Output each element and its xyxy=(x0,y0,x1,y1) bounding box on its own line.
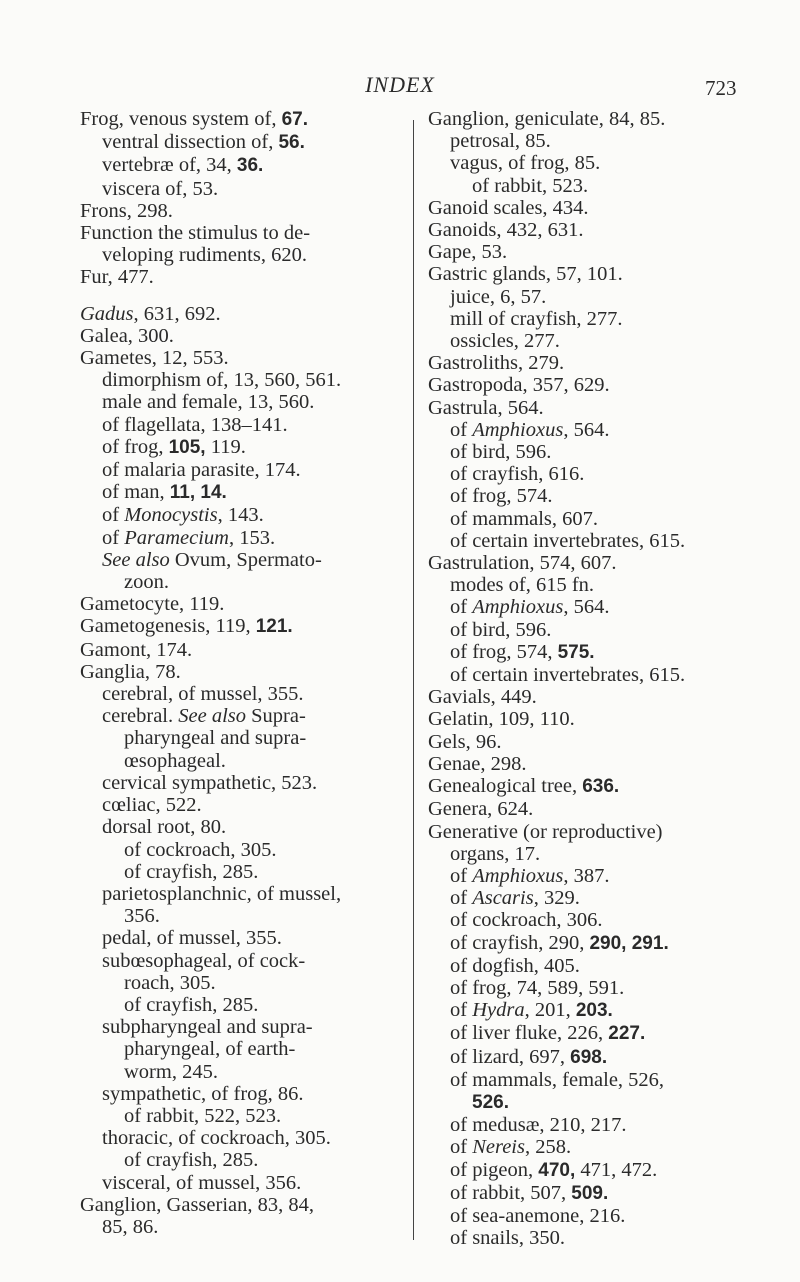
entry-text: Function the stimulus to de- xyxy=(80,222,311,245)
index-entry xyxy=(428,1159,758,1182)
italic-term: Paramecium xyxy=(124,526,229,549)
entry-text: cervical sympathetic, 523. xyxy=(102,771,318,794)
entry-text: cerebral. xyxy=(102,705,179,728)
entry-text: of flagellata, 138–141. xyxy=(102,413,288,436)
entry-text: of lizard, 697, xyxy=(450,1045,571,1068)
entry-text: worm, 245. xyxy=(124,1060,218,1083)
entry-text: Genera, 624. xyxy=(428,798,534,821)
index-entry xyxy=(428,152,758,174)
index-entry xyxy=(428,1046,758,1069)
italic-term: Ascaris xyxy=(472,887,534,910)
entry-text: of bird, 596. xyxy=(450,618,552,641)
entry-text: of rabbit, 522, 523. xyxy=(124,1104,282,1127)
entry-text: of frog, 574. xyxy=(450,485,553,508)
entry-text: of medusæ, 210, 217. xyxy=(450,1114,627,1137)
bold-page-ref: 105, xyxy=(168,436,206,458)
index-entry xyxy=(80,436,400,459)
index-entry xyxy=(428,552,758,574)
entry-text: petrosal, 85. xyxy=(450,130,551,153)
entry-text: of rabbit, 507, xyxy=(450,1181,572,1204)
entry-text: of frog, 574, xyxy=(450,640,558,663)
index-entry xyxy=(428,887,758,909)
bold-page-ref: 11, 14. xyxy=(169,482,227,504)
italic-term: Hydra xyxy=(472,999,525,1022)
index-entry xyxy=(428,1227,758,1249)
index-entry xyxy=(428,574,758,596)
entry-text: pharyngeal, of earth- xyxy=(124,1038,296,1061)
index-entry xyxy=(428,932,758,955)
entry-text: Genae, 298. xyxy=(428,752,527,775)
entry-text: dimorphism of, 13, 560, 561. xyxy=(102,369,342,392)
entry-text: of frog, 74, 589, 591. xyxy=(450,976,625,999)
entry-text: Gastropoda, 357, 629. xyxy=(428,374,610,397)
index-entry xyxy=(428,130,758,152)
index-entry xyxy=(428,441,758,463)
index-entry xyxy=(80,108,400,131)
index-entry xyxy=(428,843,758,865)
index-entry xyxy=(428,241,758,263)
entry-text: Gametogenesis, 119, xyxy=(80,615,256,638)
entry-text: of man, xyxy=(102,481,170,504)
index-entry xyxy=(428,1114,758,1136)
bold-page-ref: 67. xyxy=(281,109,308,130)
index-entry xyxy=(428,1136,758,1158)
entry-text: of xyxy=(102,504,125,527)
entry-text: of xyxy=(450,887,473,910)
italic-term: Nereis xyxy=(472,1136,525,1159)
index-entry xyxy=(428,508,758,530)
entry-text: 356. xyxy=(124,905,160,928)
index-entry xyxy=(428,731,758,753)
entry-text: veloping rudiments, 620. xyxy=(102,244,307,267)
index-entry xyxy=(80,1172,400,1194)
entry-text: Gape, 53. xyxy=(428,241,508,264)
index-entry xyxy=(80,244,400,266)
index-entry xyxy=(80,1083,400,1105)
index-entry xyxy=(80,1194,400,1216)
index-entry xyxy=(80,994,400,1016)
entry-text: of pigeon, xyxy=(450,1158,539,1181)
entry-text: , 387. xyxy=(563,864,610,887)
bold-page-ref: 290, 291. xyxy=(589,932,669,954)
index-entry xyxy=(80,1038,400,1060)
entry-text: cœliac, 522. xyxy=(102,794,202,817)
entry-text: modes of, 615 fn. xyxy=(450,574,595,597)
index-entry xyxy=(80,883,400,905)
entry-text: Gamont, 174. xyxy=(80,638,193,661)
index-entry xyxy=(80,593,400,615)
index-entry xyxy=(80,794,400,816)
index-entry xyxy=(80,266,400,288)
entry-text: of xyxy=(450,999,473,1022)
index-entry xyxy=(80,727,400,749)
index-entry xyxy=(80,950,400,972)
entry-text: vagus, of frog, 85. xyxy=(450,152,601,175)
entry-text: pharyngeal and supra- xyxy=(124,727,307,750)
index-entry xyxy=(428,664,758,686)
index-entry xyxy=(80,459,400,481)
index-entry xyxy=(428,352,758,374)
index-entry xyxy=(428,397,758,419)
index-entry xyxy=(428,596,758,618)
page-number: 723 xyxy=(705,76,737,100)
entry-text: ventral dissection of, xyxy=(102,131,279,154)
index-entry xyxy=(428,286,758,308)
index-entry xyxy=(80,414,400,436)
entry-text: of xyxy=(102,526,125,549)
index-entry xyxy=(80,303,400,325)
entry-text: organs, 17. xyxy=(450,842,541,865)
index-entry xyxy=(80,154,400,177)
entry-text: subœsophageal, of cock- xyxy=(102,949,306,972)
entry-text: pedal, of mussel, 355. xyxy=(102,927,282,950)
index-entry xyxy=(80,1061,400,1083)
bold-page-ref: 36. xyxy=(236,155,264,177)
index-entry xyxy=(80,639,400,661)
entry-text: of crayfish, 616. xyxy=(450,463,585,486)
index-entry xyxy=(80,816,400,838)
entry-text: of liver fluke, 226, xyxy=(450,1022,609,1045)
bold-page-ref: 526. xyxy=(472,1091,509,1113)
index-entry xyxy=(80,683,400,705)
index-entry xyxy=(428,1022,758,1045)
index-entry xyxy=(428,485,758,507)
bold-page-ref: 636. xyxy=(582,776,620,798)
entry-text: Ganoid scales, 434. xyxy=(428,196,589,219)
index-entry xyxy=(80,615,400,638)
index-entry xyxy=(80,1105,400,1127)
entry-text: of xyxy=(450,1136,473,1159)
entry-text: Gels, 96. xyxy=(428,730,502,753)
italic-term: Amphioxus xyxy=(472,864,564,887)
italic-term: Monocystis xyxy=(124,504,218,527)
index-entry xyxy=(428,753,758,775)
index-entry xyxy=(80,927,400,949)
bold-page-ref: 227. xyxy=(608,1023,646,1045)
index-entry xyxy=(80,972,400,994)
index-entry xyxy=(80,481,400,504)
index-entry xyxy=(428,530,758,552)
entry-text: Fur, 477. xyxy=(80,266,154,289)
entry-text: of frog, xyxy=(102,435,169,458)
entry-text: of sea-anemone, 216. xyxy=(450,1204,626,1227)
bold-page-ref: 56. xyxy=(278,132,305,154)
index-entry xyxy=(428,686,758,708)
entry-text: visceral, of mussel, 356. xyxy=(102,1171,302,1194)
index-entry xyxy=(80,1149,400,1171)
entry-text: œsophageal. xyxy=(124,749,226,772)
index-entry xyxy=(428,977,758,999)
entry-text: of bird, 596. xyxy=(450,441,552,464)
entry-text: of xyxy=(450,596,473,619)
entry-text: of dogfish, 405. xyxy=(450,954,580,977)
entry-text: Gavials, 449. xyxy=(428,686,537,709)
index-column-right xyxy=(428,108,758,1249)
entry-text: cerebral, of mussel, 355. xyxy=(102,683,304,706)
index-entry xyxy=(428,821,758,843)
entry-text: Gametes, 12, 553. xyxy=(80,347,229,370)
entry-text: Gastroliths, 279. xyxy=(428,352,565,375)
entry-text: 119. xyxy=(205,435,246,458)
entry-text: thoracic, of cockroach, 305. xyxy=(102,1127,331,1150)
section-gap xyxy=(80,289,400,303)
entry-text: Ovum, Spermato- xyxy=(169,548,322,571)
index-entry xyxy=(80,391,400,413)
entry-text: Gastric glands, 57, 101. xyxy=(428,263,623,286)
bold-page-ref: 509. xyxy=(571,1182,609,1204)
entry-text: Gastrulation, 574, 607. xyxy=(428,552,617,575)
column-divider xyxy=(413,120,414,1240)
entry-text: of certain invertebrates, 615. xyxy=(450,664,686,687)
index-entry xyxy=(428,263,758,285)
index-entry xyxy=(428,330,758,352)
index-entry xyxy=(428,1069,758,1091)
entry-text: Frons, 298. xyxy=(80,199,173,222)
entry-text: vertebræ of, 34, xyxy=(102,154,237,177)
entry-text: , 201, xyxy=(524,999,576,1022)
entry-text: of certain invertebrates, 615. xyxy=(450,529,686,552)
entry-text: of crayfish, 285. xyxy=(124,1149,259,1172)
index-entry xyxy=(80,347,400,369)
entry-text: Supra- xyxy=(246,705,306,728)
entry-text: of crayfish, 285. xyxy=(124,860,259,883)
entry-text: of mammals, female, 526, xyxy=(450,1068,665,1091)
entry-text: ossicles, 277. xyxy=(450,330,560,353)
index-entry xyxy=(80,527,400,549)
index-entry xyxy=(80,661,400,683)
index-entry xyxy=(428,1182,758,1205)
index-entry xyxy=(428,999,758,1022)
entry-text: male and female, 13, 560. xyxy=(102,391,315,414)
entry-text: Ganglion, Gasserian, 83, 84, xyxy=(80,1193,314,1216)
index-entry xyxy=(428,1091,758,1114)
entry-text: Galea, 300. xyxy=(80,324,174,347)
entry-text: Gastrula, 564. xyxy=(428,396,544,419)
italic-term: Amphioxus xyxy=(472,418,564,441)
index-entry xyxy=(428,374,758,396)
index-entry xyxy=(428,775,758,798)
entry-text: Ganoids, 432, 631. xyxy=(428,219,584,242)
entry-text: of mammals, 607. xyxy=(450,507,599,530)
index-entry xyxy=(80,369,400,391)
entry-text: of xyxy=(450,864,473,887)
entry-text: of rabbit, 523. xyxy=(472,174,589,197)
bold-page-ref: 121. xyxy=(255,616,293,638)
italic-term: Amphioxus xyxy=(472,596,564,619)
index-entry xyxy=(428,798,758,820)
index-entry xyxy=(428,197,758,219)
entry-text: , 258. xyxy=(524,1136,572,1159)
entry-text: , 143. xyxy=(217,504,264,527)
entry-text: parietosplanchnic, of mussel, xyxy=(102,882,342,905)
index-entry xyxy=(428,175,758,197)
index-entry xyxy=(80,325,400,347)
index-entry xyxy=(80,839,400,861)
index-entry xyxy=(80,1216,400,1238)
entry-text: Gelatin, 109, 110. xyxy=(428,708,575,731)
entry-text: roach, 305. xyxy=(124,971,216,994)
italic-term: Gadus xyxy=(80,302,134,325)
index-entry xyxy=(80,750,400,772)
entry-text: , 564. xyxy=(563,418,610,441)
running-head-title: INDEX xyxy=(365,72,435,97)
entry-text: of crayfish, 290, xyxy=(450,931,590,954)
entry-text: of malaria parasite, 174. xyxy=(102,459,301,482)
index-entry xyxy=(428,108,758,130)
index-entry xyxy=(428,955,758,977)
index-entry xyxy=(80,905,400,927)
index-entry xyxy=(428,909,758,931)
index-entry xyxy=(80,772,400,794)
index-entry xyxy=(80,705,400,727)
entry-text: 471, 472. xyxy=(575,1158,658,1181)
index-entry xyxy=(428,708,758,730)
entry-text: mill of crayfish, 277. xyxy=(450,307,623,330)
bold-page-ref: 575. xyxy=(557,641,595,663)
index-entry xyxy=(80,178,400,200)
entry-text: viscera of, 53. xyxy=(102,177,219,200)
index-entry xyxy=(428,308,758,330)
entry-text: Genealogical tree, xyxy=(428,775,583,798)
italic-term: See also xyxy=(178,705,246,728)
bold-page-ref: 203. xyxy=(575,1000,613,1022)
entry-text: of cockroach, 305. xyxy=(124,838,277,861)
italic-term: See also xyxy=(102,548,170,571)
entry-text: Ganglia, 78. xyxy=(80,660,181,683)
index-entry xyxy=(80,200,400,222)
entry-text: zoon. xyxy=(124,571,169,594)
bold-page-ref: 470, xyxy=(538,1159,576,1181)
index-entry xyxy=(80,504,400,526)
entry-text: juice, 6, 57. xyxy=(450,285,547,308)
entry-text: of xyxy=(450,418,473,441)
index-entry xyxy=(428,619,758,641)
entry-text: Frog, venous system of, xyxy=(80,108,282,130)
index-entry xyxy=(80,571,400,593)
index-entry xyxy=(80,861,400,883)
entry-text: of cockroach, 306. xyxy=(450,909,603,932)
index-entry xyxy=(80,549,400,571)
entry-text: , 631, 692. xyxy=(133,302,221,325)
index-entry xyxy=(428,641,758,664)
index-entry xyxy=(428,419,758,441)
index-column-left xyxy=(80,108,400,1238)
entry-text: Ganglion, geniculate, 84, 85. xyxy=(428,108,666,130)
entry-text: dorsal root, 80. xyxy=(102,816,227,839)
entry-text: , 329. xyxy=(533,887,580,910)
index-entry xyxy=(428,1205,758,1227)
index-entry xyxy=(428,219,758,241)
entry-text: Gametocyte, 119. xyxy=(80,593,225,616)
entry-text: 85, 86. xyxy=(102,1215,159,1238)
index-entry xyxy=(80,1016,400,1038)
entry-text: , 564. xyxy=(563,596,610,619)
entry-text: subpharyngeal and supra- xyxy=(102,1016,313,1039)
entry-text: sympathetic, of frog, 86. xyxy=(102,1082,304,1105)
entry-text: of crayfish, 285. xyxy=(124,993,259,1016)
index-entry xyxy=(80,1127,400,1149)
index-entry xyxy=(80,131,400,154)
entry-text: Generative (or reproductive) xyxy=(428,820,663,843)
index-entry xyxy=(428,463,758,485)
entry-text: of snails, 350. xyxy=(450,1227,566,1250)
index-entry xyxy=(428,865,758,887)
bold-page-ref: 698. xyxy=(570,1046,608,1068)
index-entry xyxy=(80,222,400,244)
entry-text: , 153. xyxy=(228,526,276,549)
